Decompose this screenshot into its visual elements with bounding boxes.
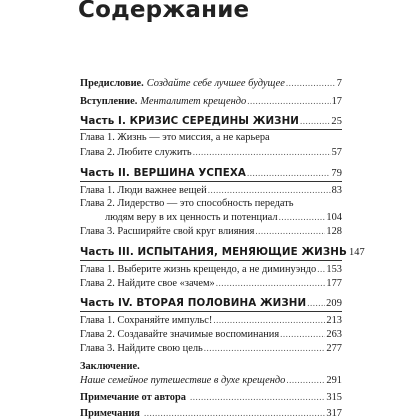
page-number: 57 <box>331 147 342 158</box>
dot-leader <box>190 391 325 403</box>
toc-chapter-2-3[interactable] <box>80 225 342 238</box>
entry-lead: Заключение. <box>80 361 140 372</box>
toc-entry-notes[interactable] <box>80 407 342 420</box>
toc-entry-preface[interactable] <box>80 77 342 90</box>
page-number: 291 <box>326 375 342 386</box>
dot-leader <box>279 211 326 223</box>
entry-title: Глава 3. Расширяйте свой круг влияния <box>80 226 255 237</box>
page-number: 17 <box>331 96 342 107</box>
dot-leader <box>208 184 331 196</box>
toc-chapter-2-2-line1[interactable] <box>80 198 342 210</box>
page-number: 83 <box>331 185 342 196</box>
dot-leader <box>317 263 325 275</box>
part-divider <box>80 129 342 130</box>
page-number: 128 <box>326 226 342 237</box>
entry-lead: Примечания <box>80 408 140 419</box>
toc-chapter-3-2[interactable] <box>80 277 342 290</box>
page-number: 209 <box>326 298 342 309</box>
toc-chapter-4-3[interactable] <box>80 342 342 355</box>
entry-title: Глава 3. Найдите свою цель <box>80 343 203 354</box>
dot-leader <box>204 342 326 354</box>
entry-title: Создайте себе лучшее будущее <box>146 78 285 89</box>
entry-title: Глава 2. Любите служить <box>80 147 192 158</box>
page-number: 315 <box>326 392 342 403</box>
toc-chapter-4-1[interactable] <box>80 314 342 327</box>
toc-part-3[interactable] <box>80 246 365 259</box>
part-divider <box>80 181 342 182</box>
page-number: 263 <box>326 329 342 340</box>
page-number: 7 <box>336 78 342 89</box>
part-title: Часть III. ИСПЫТАНИЯ, МЕНЯЮЩИЕ ЖИЗНЬ <box>80 246 347 258</box>
part-divider <box>80 260 342 261</box>
dot-leader <box>144 407 325 419</box>
entry-title: Глава 2. Создавайте значимые воспоминания <box>80 329 280 340</box>
entry-title: Глава 1. Сохраняйте импульс! <box>80 315 213 326</box>
dot-leader <box>286 374 325 386</box>
page-number: 25 <box>331 116 342 127</box>
entry-lead: Вступление. <box>80 96 138 107</box>
dot-leader <box>247 167 330 179</box>
entry-title: Глава 1. Жизнь — это миссия, а не карьера <box>80 132 270 143</box>
dot-leader <box>255 225 325 237</box>
toc-chapter-3-1[interactable] <box>80 263 342 276</box>
dot-leader <box>213 314 325 326</box>
page-number: 177 <box>326 278 342 289</box>
page-number: 153 <box>326 264 342 275</box>
page-number: 277 <box>326 343 342 354</box>
entry-lead: Предисловие. <box>80 78 144 89</box>
dot-leader <box>247 95 330 107</box>
dot-leader <box>216 277 326 289</box>
toc-entry-conclusion[interactable] <box>80 374 342 387</box>
dot-leader <box>286 77 336 89</box>
page-number: 147 <box>348 247 365 258</box>
page-title: Содержание <box>78 0 250 23</box>
entry-title: Менталитет крещендо <box>140 96 247 107</box>
toc-chapter-2-1[interactable] <box>80 184 342 197</box>
dot-leader <box>193 146 331 158</box>
entry-title: Глава 1. Люди важнее вещей <box>80 185 207 196</box>
toc-entry-intro[interactable] <box>80 95 342 108</box>
dot-leader <box>307 297 325 309</box>
entry-title: Глава 2. Лидерство — это способность передать <box>80 198 294 209</box>
toc-part-2[interactable] <box>80 167 342 180</box>
toc-chapter-1-2[interactable] <box>80 146 342 159</box>
entry-title: Наше семейное путешествие в духе крещендо <box>80 375 286 386</box>
page-number: 317 <box>326 408 342 419</box>
dot-leader <box>280 328 325 340</box>
part-title: Часть II. ВЕРШИНА УСПЕХА <box>80 167 246 179</box>
entry-title: Глава 2. Найдите свое «зачем» <box>80 278 215 289</box>
dot-leader <box>300 115 330 127</box>
entry-title: Глава 1. Выберите жизнь крещендо, а не диминуэндо <box>80 264 317 275</box>
entry-lead: Примечание от автора <box>80 392 186 403</box>
page-number: 213 <box>326 315 342 326</box>
toc-chapter-4-2[interactable] <box>80 328 342 341</box>
toc-chapter-1-1[interactable] <box>80 132 342 144</box>
part-divider <box>80 311 342 312</box>
toc-entry-author-note[interactable] <box>80 391 342 404</box>
toc-conclusion-lead[interactable] <box>80 361 342 373</box>
entry-title-cont: людям веру в их ценность и потенциал <box>105 212 278 223</box>
toc-chapter-2-2[interactable] <box>80 211 342 224</box>
part-title: Часть IV. ВТОРАЯ ПОЛОВИНА ЖИЗНИ <box>80 297 307 309</box>
toc-part-1[interactable] <box>80 115 342 128</box>
page-number: 104 <box>326 212 342 223</box>
toc-part-4[interactable] <box>80 297 342 310</box>
page-number: 79 <box>331 168 342 179</box>
part-title: Часть I. КРИЗИС СЕРЕДИНЫ ЖИЗНИ <box>80 115 300 127</box>
